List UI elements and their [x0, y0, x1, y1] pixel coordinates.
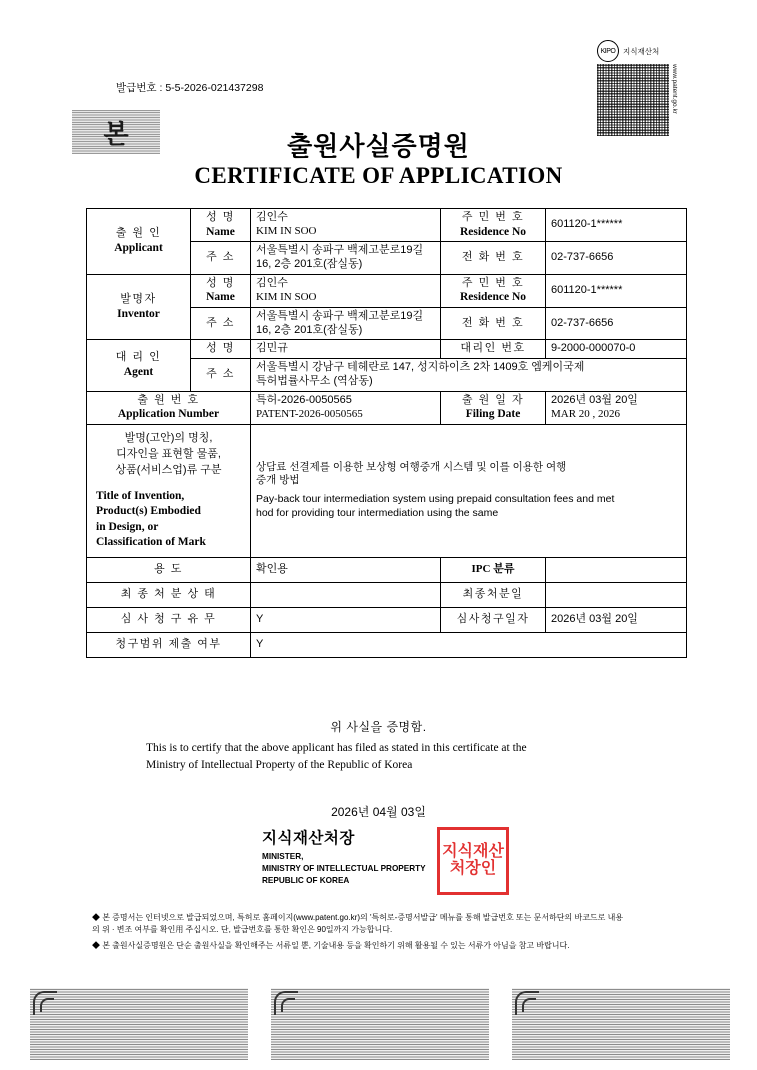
applicant-address-label: 주 소 [191, 242, 251, 275]
minister-en-line2: MINISTRY OF INTELLECTUAL PROPERTY [262, 863, 426, 873]
table-row [87, 607, 687, 632]
final-disposal-date-label: 최종처분일 [441, 582, 546, 607]
official-seal-icon [437, 827, 509, 895]
application-number-label-cell [87, 391, 251, 424]
application-number-value [251, 391, 441, 424]
filing-date-ko: 2026년 03월 20일 [551, 393, 638, 406]
applicant-residence-label-ko: 주 민 번 호 [461, 211, 525, 223]
seal-line2: 처장인 [449, 860, 497, 877]
application-number-ko: 특허-2026-0050565 [256, 393, 352, 406]
applicant-address-line1: 서울특별시 송파구 백제고분로19길 [256, 244, 424, 257]
exam-request-date-value: 2026년 03월 20일 [546, 607, 687, 632]
invention-label-en-2: Product(s) Embodied [96, 505, 201, 518]
invention-title-en-2: hod for providing tour intermediation using the same [256, 506, 499, 519]
kipo-emblem-icon: KIPO [597, 40, 619, 62]
applicant-name-ko: 김인수 [256, 211, 288, 224]
invention-label-ko-1: 발명(고안)의 명칭, [124, 431, 213, 444]
certify-statement-english [146, 740, 616, 773]
barcode-image-3 [512, 988, 730, 1060]
barcode-corner-icon [274, 991, 298, 1015]
filing-date-label-ko: 출 원 일 자 [461, 393, 525, 406]
inventor-phone-value: 02-737-6656 [546, 307, 687, 340]
qr-side-url: www.patent.go.kr [671, 64, 678, 114]
exam-request-value: Y [251, 607, 441, 632]
minister-en-line3: REPUBLIC OF KOREA [262, 875, 350, 885]
table-row [87, 340, 687, 359]
certificate-table [86, 208, 687, 658]
application-number-en: PATENT-2026-0050565 [256, 407, 363, 420]
certificate-date: 2026년 04월 03일 [331, 805, 426, 819]
bottom-barcode-strip [30, 988, 730, 1060]
table-row [87, 557, 687, 582]
application-number-label-ko: 출 원 번 호 [137, 393, 200, 406]
barcode-corner-icon [33, 991, 57, 1015]
applicant-label-ko: 출 원 인 [115, 227, 162, 240]
agent-address-line2: 특허법률사무소 (역삼동) [256, 374, 373, 387]
inventor-name-label-cell [191, 274, 251, 307]
agent-address-value [251, 359, 687, 392]
inventor-name-label-en: Name [206, 291, 235, 304]
agent-address-line1: 서울특별시 강남구 테헤란로 147, 성지하이츠 2차 1409호 엠케이국제 [256, 361, 585, 373]
table-row [87, 582, 687, 607]
invention-title-ko-2: 중개 방법 [256, 474, 300, 487]
invention-label-ko-3: 상품(서비스업)류 구분 [115, 463, 222, 476]
certify-statement-korean: 위 사실을 증명함. [330, 720, 427, 734]
filing-date-label-en: Filing Date [465, 408, 521, 421]
invention-label-en-1: Title of Invention, [96, 489, 185, 502]
inventor-address-line2: 16, 2층 201호(잠실동) [256, 323, 363, 336]
inventor-name-ko: 김인수 [256, 276, 288, 289]
minister-en-line1: MINISTER, [262, 852, 304, 861]
table-row [87, 424, 687, 557]
table-row [87, 391, 687, 424]
barcode-image-1 [30, 988, 248, 1060]
applicant-phone-label: 전 화 번 호 [441, 242, 546, 275]
qr-code-block [597, 40, 695, 136]
invention-title-label-cell [87, 424, 251, 557]
final-disposal-date-value [546, 582, 687, 607]
invention-label-en-3: in Design, or [96, 520, 159, 533]
agent-name-value: 김민규 [251, 340, 441, 359]
footnote-1-line-2: 의 위 · 변조 여부를 확인用 주십시오. 단, 발급번호를 통한 확인은 90일까지 가능합니다. [92, 925, 393, 935]
purpose-label: 용 도 [87, 557, 251, 582]
inventor-label-en: Inventor [117, 307, 160, 320]
applicant-residence-label-en: Residence No [459, 225, 527, 238]
qr-header [597, 40, 695, 62]
inventor-name-label-ko: 성 명 [206, 276, 235, 289]
inventor-address-line1: 서울특별시 송파구 백제고분로19길 [256, 309, 424, 322]
seal-line1: 지식재산 [442, 843, 504, 861]
final-disposal-value [251, 582, 441, 607]
agent-label-cell [87, 340, 191, 391]
original-copy-stamp-label: 본 [103, 118, 129, 149]
agent-label-ko: 대 리 인 [115, 351, 162, 364]
agent-label-en: Agent [123, 366, 154, 379]
filing-date-value [546, 391, 687, 424]
footnote-2: ◆ 본 출원사실증명원은 단순 출원사실을 확인해주는 서류일 뿐, 기술내용 등을 확인하기 위해 활용될 수 있는 서류가 아님을 참고 바랍니다. [92, 940, 570, 950]
exam-request-label: 심 사 청 구 유 무 [87, 607, 251, 632]
filing-date-label-cell [441, 391, 546, 424]
invention-label-en-4: Classification of Mark [96, 536, 206, 549]
applicant-name-label-ko: 성 명 [206, 211, 235, 223]
table-row [87, 274, 687, 307]
page-title-english: CERTIFICATE OF APPLICATION [194, 163, 563, 188]
filing-date-en: MAR 20 , 2026 [551, 407, 621, 420]
inventor-residence-label-cell [441, 274, 546, 307]
invention-label-ko-2: 디자인을 표현할 물품, [116, 447, 221, 460]
inventor-address-value [251, 307, 441, 340]
inventor-address-label: 주 소 [191, 307, 251, 340]
inventor-label-ko: 발명자 [120, 292, 157, 305]
invention-title-en-1: Pay-back tour intermediation system using prepaid consultation fees and met [256, 492, 615, 505]
certify-english-line1: This is to certify that the above applicant has filed as stated in this certificate at the [146, 742, 527, 754]
applicant-address-line2: 16, 2층 201호(잠실동) [256, 257, 363, 270]
page-title-korean: 출원사실증명원 [287, 131, 470, 161]
application-number-label-en: Application Number [117, 408, 220, 421]
issue-number: 발급번호 : 5-5-2026-021437298 [116, 82, 264, 94]
claims-submitted-value: Y [251, 632, 687, 657]
agent-number-value: 9-2000-000070-0 [546, 340, 687, 359]
applicant-address-value [251, 242, 441, 275]
agent-name-label: 성 명 [191, 340, 251, 359]
applicant-name-label-cell [191, 209, 251, 242]
ipc-value [546, 557, 687, 582]
footnotes [92, 912, 682, 952]
purpose-value: 확인용 [251, 557, 441, 582]
footnote-1-line-1: ◆ 본 증명서는 인터넷으로 발급되었으며, 특허로 홈페이지(www.patent.go.kr)의 '특허로-증명서발급' 메뉴를 통해 발급번호 또는 문서하단의 바코드로 내용 [92, 913, 624, 922]
barcode-corner-icon [515, 991, 539, 1015]
inventor-residence-value: 601120-1****** [546, 274, 687, 307]
inventor-name-value [251, 274, 441, 307]
applicant-residence-value: 601120-1****** [546, 209, 687, 242]
ipc-label: IPC 분류 [441, 557, 546, 582]
qr-agency-label: 지식재산처 [623, 46, 660, 56]
table-row [87, 632, 687, 657]
applicant-name-value [251, 209, 441, 242]
invention-title-ko-1: 상담료 선결제를 이용한 보상형 여행중개 시스템 및 이를 이용한 여행 [256, 461, 567, 474]
applicant-label-en: Applicant [114, 242, 163, 254]
agent-number-label: 대리인 번호 [441, 340, 546, 359]
inventor-label-cell [87, 274, 191, 340]
table-row [87, 209, 687, 242]
applicant-name-label-en: Name [206, 225, 235, 238]
inventor-phone-label: 전 화 번 호 [441, 307, 546, 340]
inventor-name-en: KIM IN SOO [256, 290, 317, 303]
final-disposal-label: 최 종 처 분 상 태 [87, 582, 251, 607]
inventor-residence-label-en: Residence No [459, 291, 527, 304]
inventor-residence-label-ko: 주 민 번 호 [461, 276, 525, 289]
applicant-residence-label-cell [441, 209, 546, 242]
applicant-name-en: KIM IN SOO [256, 225, 317, 238]
certify-english-line2: Ministry of Intellectual Property of the Republic of Korea [146, 758, 413, 771]
invention-title-value [251, 424, 687, 557]
applicant-label-cell [87, 209, 191, 275]
minister-title-ko: 지식재산처장 [262, 830, 355, 847]
applicant-phone-value: 02-737-6656 [546, 242, 687, 275]
exam-request-date-label: 심사청구일자 [441, 607, 546, 632]
agent-address-label: 주 소 [191, 359, 251, 392]
barcode-image-2 [271, 988, 489, 1060]
claims-submitted-label: 청구범위 제출 여부 [87, 632, 251, 657]
